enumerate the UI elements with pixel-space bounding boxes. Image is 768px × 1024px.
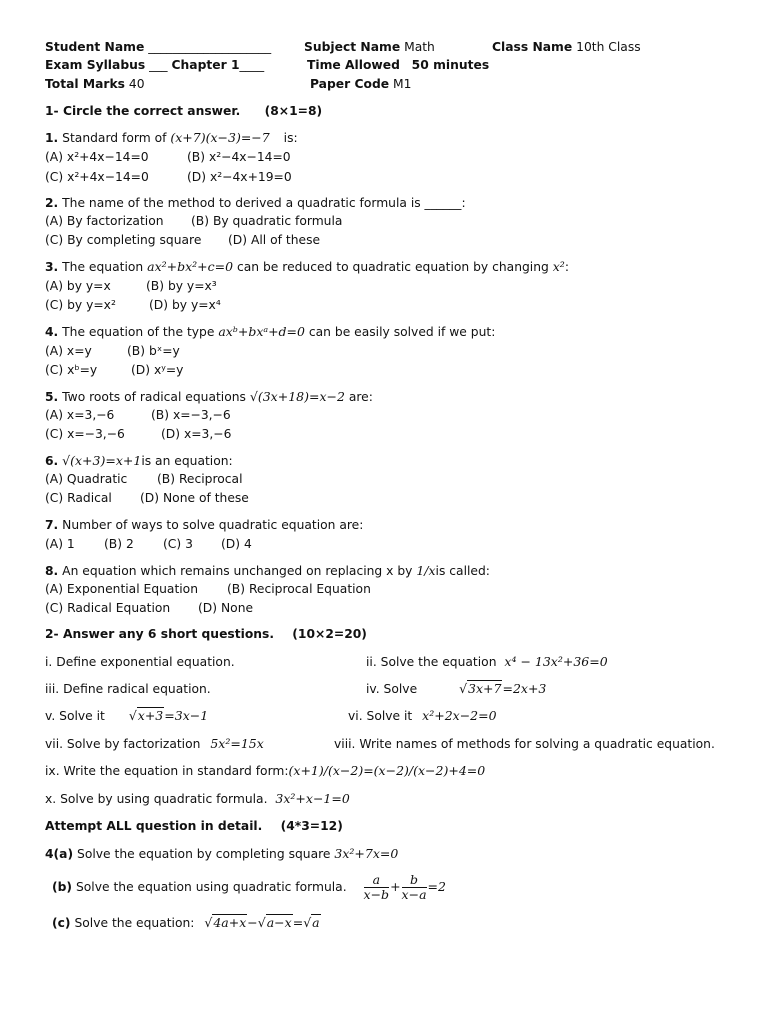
- marks-row: [45, 76, 145, 92]
- section2-marks: (10×2=20): [292, 627, 367, 641]
- mcq-8-option-d: (D) None: [198, 601, 254, 615]
- mcq-7-option-a: (A) 1: [45, 537, 75, 551]
- mcq-1-option-b: (B) x²−4x−14=0: [187, 150, 291, 164]
- short-q-6: vi. Solve it x²+2x−2=0: [348, 708, 497, 723]
- short-q-7-math: 5x²=15x: [210, 736, 264, 751]
- mcq-7-number: 7.: [45, 518, 59, 532]
- long-q-4b-math: $\frac{a}{x-b}$ + $\frac{b}{x-a}$ =2: [363, 872, 446, 902]
- mcq-6-option-b: (B) Reciprocal: [157, 472, 243, 486]
- short-q-10-math: 3x²+x−1=0: [275, 791, 350, 806]
- mcq-4-text-end: can be easily solved if we put:: [308, 325, 496, 339]
- short-q-9-math: (x+1)/(x−2)=(x−2)/(x−2)+4=0: [288, 763, 486, 778]
- mcq-2-option-b: (B) By quadratic formula: [191, 214, 343, 228]
- short-q-5: v. Solve it √x+3=3x−1: [45, 708, 209, 723]
- long-q-4a-math: 3x²+7x=0: [334, 846, 399, 861]
- mcq-4-option-d: (D) xʸ=y: [131, 363, 184, 377]
- time-row: [307, 57, 489, 73]
- mcq-3-option-d: (D) by y=x⁴: [149, 298, 221, 312]
- mcq-4-option-c: (C) xᵇ=y: [45, 363, 98, 377]
- mcq-5-text-end: are:: [348, 390, 373, 404]
- mcq-5-option-c: (C) x=−3,−6: [45, 427, 125, 441]
- mcq-3-option-b: (B) by y=x³: [146, 279, 217, 293]
- section2-title-text: 2- Answer any 6 short questions.: [45, 627, 275, 641]
- mcq-8-option-b: (B) Reciprocal Equation: [227, 582, 371, 596]
- mcq-6-option-c: (C) Radical: [45, 491, 112, 505]
- mcq-5-math: √(3x+18)=x−2: [249, 389, 345, 404]
- mcq-8-math: 1/x: [416, 563, 436, 578]
- short-q-8: viii. Write names of methods for solving a quadratic equation.: [334, 737, 715, 751]
- mcq-2-option-a: (A) By factorization: [45, 214, 164, 228]
- mcq-7: [45, 517, 363, 533]
- short-q-3: iii. Define radical equation.: [45, 682, 211, 696]
- mcq-6-option-a: (A) Quadratic: [45, 472, 128, 486]
- mcq-8-option-a: (A) Exponential Equation: [45, 582, 199, 596]
- marks-value: 40: [128, 77, 145, 91]
- mcq-8-text-end: is called:: [435, 564, 490, 578]
- syllabus-row: [45, 57, 264, 73]
- mcq-3-text: The equation: [62, 260, 144, 274]
- long-q-4c-math: √4a+x−√a−x=√a: [204, 915, 320, 930]
- short-q-9: ix. Write the equation in standard form:(x+1)/(x−2)=(x−2)/(x−2)+4=0: [45, 763, 486, 778]
- mcq-2-option-c: (C) By completing square: [45, 233, 202, 247]
- mcq-1-option-c: (C) x²+4x−14=0: [45, 170, 149, 184]
- short-q-2: ii. Solve the equation x⁴ − 13x²+36=0: [366, 654, 608, 669]
- mcq-3-option-c: (C) by y=x²: [45, 298, 116, 312]
- mcq-1-number: 1.: [45, 131, 59, 145]
- short-q-7: vii. Solve by factorization 5x²=15x: [45, 736, 264, 751]
- syllabus-label: Exam Syllabus: [45, 58, 146, 72]
- long-q-4a: [45, 846, 398, 862]
- mcq-8-number: 8.: [45, 564, 59, 578]
- short-q-1: i. Define exponential equation.: [45, 655, 235, 669]
- marks-label: Total Marks: [45, 77, 125, 91]
- section1-title-text: 1- Circle the correct answer.: [45, 104, 241, 118]
- mcq-5-option-d: (D) x=3,−6: [161, 427, 232, 441]
- mcq-4-text: The equation of the type: [62, 325, 215, 339]
- class-row: [492, 39, 641, 55]
- mcq-3: 3. The equation ax²+bx²+c=0 can be reduced to quadratic equation by changing x²:: [45, 259, 569, 274]
- mcq-6-option-d: (D) None of these: [140, 491, 249, 505]
- mcq-8: [45, 563, 490, 579]
- mcq-2: [45, 195, 466, 211]
- chapter-label: Chapter 1: [171, 58, 240, 72]
- mcq-4: [45, 324, 495, 340]
- mcq-7-text: Number of ways to solve quadratic equation are:: [62, 518, 364, 532]
- mcq-8-option-c: (C) Radical Equation: [45, 601, 171, 615]
- syllabus-blank: ___: [149, 58, 168, 72]
- subject-label: Subject Name: [304, 40, 401, 54]
- paper-code-row: [310, 76, 411, 92]
- time-label: Time Allowed: [307, 58, 400, 72]
- mcq-1-text-end: is:: [283, 131, 298, 145]
- short-q-5-math: √x+3=3x−1: [128, 708, 209, 723]
- mcq-5-text: Two roots of radical equations: [62, 390, 246, 404]
- subject-row: [304, 39, 435, 55]
- long-q-4a-label: 4(a): [45, 847, 74, 861]
- mcq-3-text-end: can be reduced to quadratic equation by changing: [237, 260, 549, 274]
- short-q-4: iv. Solve √3x+7=2x+3: [366, 681, 547, 696]
- short-q-10: x. Solve by using quadratic formula. 3x²+x−1=0: [45, 791, 350, 806]
- long-q-4c-text: Solve the equation:: [74, 916, 195, 930]
- mcq-1-option-a: (A) x²+4x−14=0: [45, 150, 149, 164]
- mcq-7-option-b: (B) 2: [104, 537, 134, 551]
- long-q-4b-text: Solve the equation using quadratic formula.: [75, 880, 347, 894]
- section3-marks: (4*3=12): [280, 819, 343, 833]
- long-q-4b: [52, 872, 446, 902]
- short-q-2-math: x⁴ − 13x²+36=0: [504, 654, 608, 669]
- mcq-1-text: Standard form of: [62, 131, 167, 145]
- mcq-4-number: 4.: [45, 325, 59, 339]
- mcq-8-text: An equation which remains unchanged on replacing x by: [62, 564, 413, 578]
- section1-title: [45, 103, 322, 119]
- long-q-4a-text: Solve the equation by completing square: [77, 847, 331, 861]
- mcq-3-option-a: (A) by y=x: [45, 279, 111, 293]
- student-name-label: Student Name: [45, 40, 145, 54]
- mcq-2-number: 2.: [45, 196, 59, 210]
- section3-title: [45, 818, 343, 834]
- mcq-5: [45, 389, 373, 405]
- short-q-6-math: x²+2x−2=0: [422, 708, 497, 723]
- section2-title: [45, 626, 367, 642]
- class-label: Class Name: [492, 40, 573, 54]
- class-value: 10th Class: [576, 40, 641, 54]
- chapter-blank: ____: [239, 58, 265, 72]
- mcq-6: [45, 453, 233, 469]
- mcq-1-option-d: (D) x²−4x+19=0: [187, 170, 292, 184]
- mcq-3-math: ax²+bx²+c=0: [147, 259, 234, 274]
- section3-title-text: Attempt ALL question in detail.: [45, 819, 263, 833]
- mcq-1: [45, 130, 298, 146]
- mcq-4-option-b: (B) bˣ=y: [127, 344, 180, 358]
- time-value: 50 minutes: [411, 58, 490, 72]
- mcq-2-option-d: (D) All of these: [228, 233, 321, 247]
- long-q-4c-label: (c): [52, 916, 71, 930]
- mcq-6-number: 6.: [45, 454, 59, 468]
- mcq-5-number: 5.: [45, 390, 59, 404]
- mcq-4-math: axᵇ+bxᵃ+d=0: [218, 324, 305, 339]
- mcq-5-option-a: (A) x=3,−6: [45, 408, 115, 422]
- mcq-7-option-c: (C) 3: [163, 537, 193, 551]
- mcq-2-text: The name of the method to derived a quadratic formula is ______:: [62, 196, 466, 210]
- mcq-6-text-end: is an equation:: [141, 454, 233, 468]
- student-name-row: [45, 39, 271, 55]
- mcq-4-option-a: (A) x=y: [45, 344, 92, 358]
- long-q-4c: [52, 915, 321, 931]
- mcq-1-math: (x+7)(x−3)=−7: [170, 130, 270, 145]
- mcq-5-option-b: (B) x=−3,−6: [151, 408, 231, 422]
- mcq-7-option-d: (D) 4: [221, 537, 252, 551]
- student-name-blank: ____________________: [148, 40, 272, 54]
- section1-marks: (8×1=8): [264, 104, 323, 118]
- mcq-6-math: √(x+3)=x+1: [62, 453, 142, 468]
- short-q-4-math: √3x+7=2x+3: [459, 681, 547, 696]
- paper-code-label: Paper Code: [310, 77, 390, 91]
- subject-value: Math: [404, 40, 435, 54]
- mcq-3-math2: x²: [552, 259, 565, 274]
- long-q-4b-label: (b): [52, 880, 73, 894]
- paper-code-value: M1: [393, 77, 412, 91]
- mcq-3-number: 3.: [45, 260, 59, 274]
